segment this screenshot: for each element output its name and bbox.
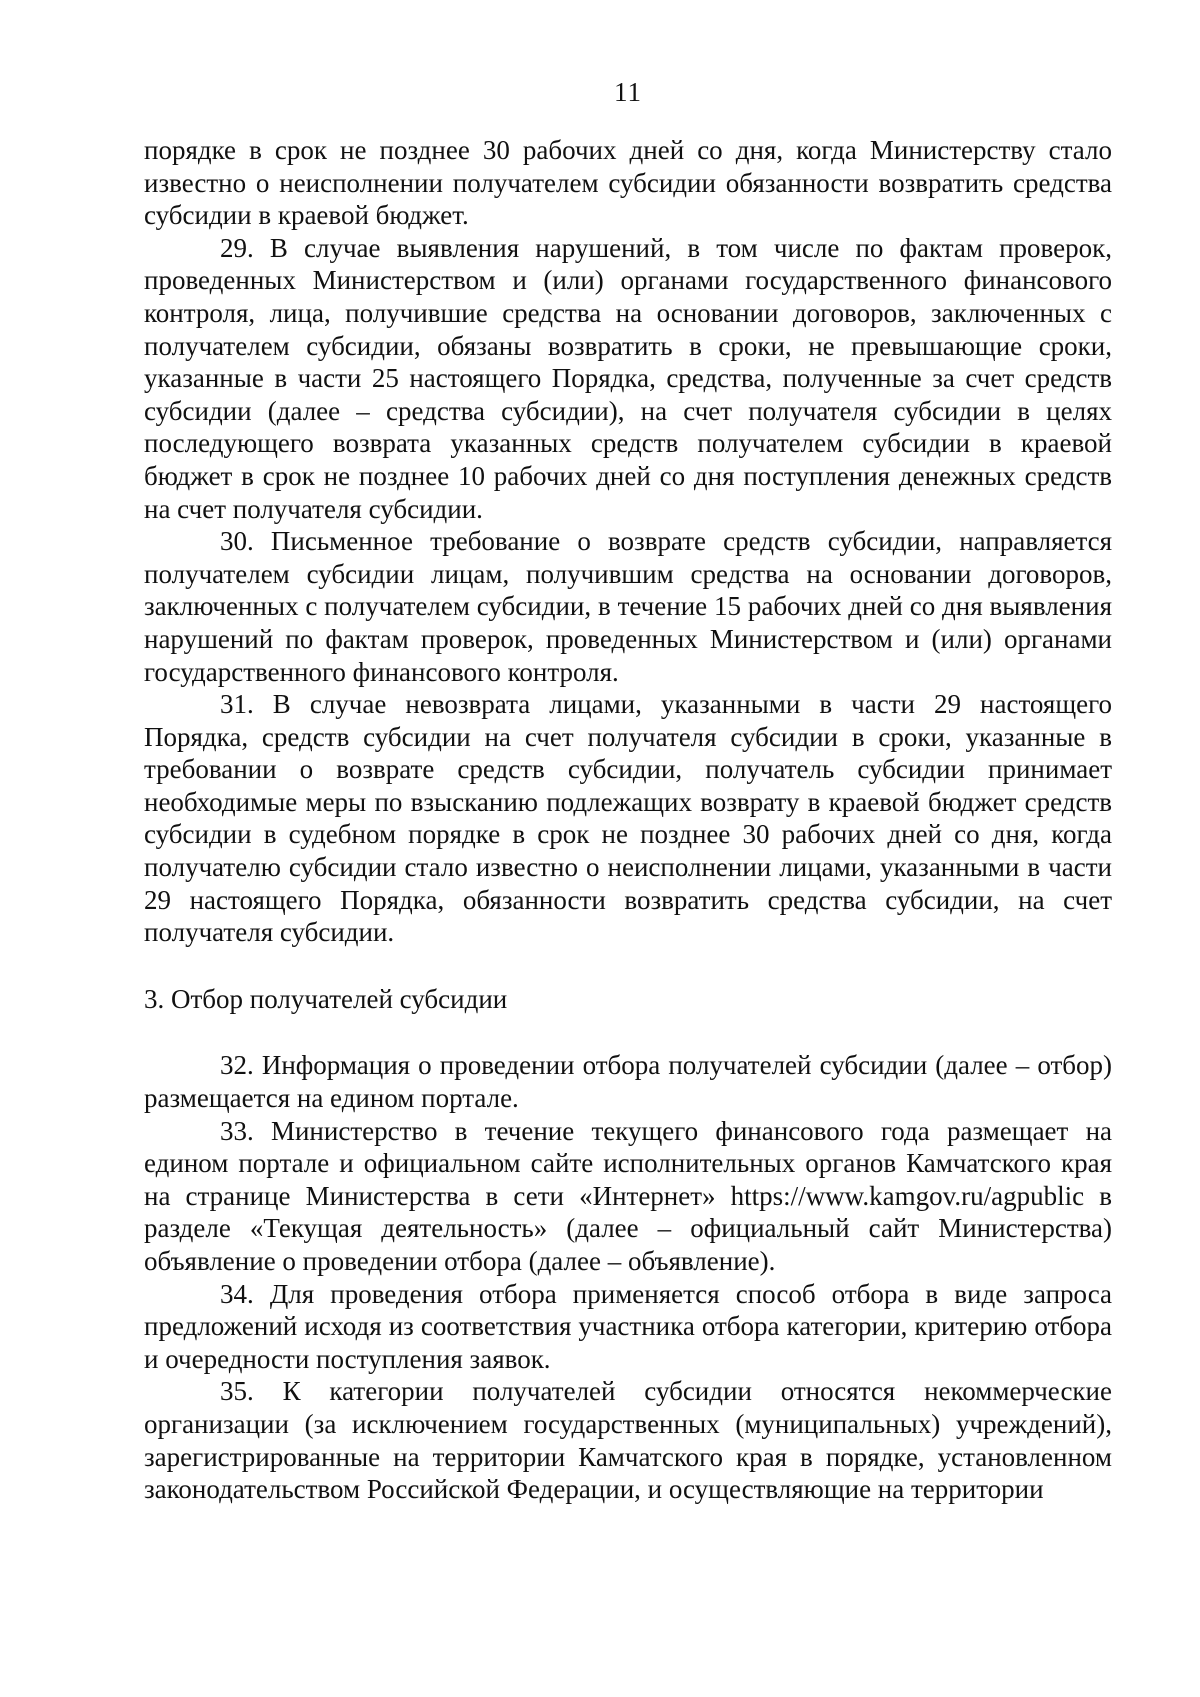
paragraph-31: 31. В случае невозврата лицами, указанными в части 29 настоящего Порядка, средств субсидии на счет получателя субсидии в сроки, указанные в требовании о возврате средств субсидии, получатель субсидии принимает необходимые меры по взысканию подлежащих возврату в краевой бюджет средств субсидии в судебном порядке в срок не позднее 30 рабочих дней со дня, когда получателю субсидии стало известно о неисполнении лицами, указанными в части 29 настоящего Порядка, обязанности возвратить средства субсидии, на счет получателя субсидии. bbox=[144, 689, 1112, 948]
page-number: 11 bbox=[614, 77, 642, 107]
section-heading: 3. Отбор получателей субсидии bbox=[144, 983, 508, 1014]
document-body bbox=[144, 134, 1112, 1506]
paragraph-32: 32. Информация о проведении отбора получателей субсидии (далее – отбор) размещается на едином портале. bbox=[144, 1050, 1112, 1114]
paragraph-34: 34. Для проведения отбора применяется способ отбора в виде запроса предложений исходя из соответствия участника отбора категории, критерию отбора и очередности поступления заявок. bbox=[144, 1278, 1112, 1374]
paragraph-30: 30. Письменное требование о возврате средств субсидии, направляется получателем субсидии лицам, получившим средства на основании договоров, заключенных с получателем субсидии, в течение 15 рабочих дней со дня выявления нарушений по фактам проверок, проведенных Министерством и (или) органами государственного финансового контроля. bbox=[144, 526, 1112, 687]
paragraph-28-continuation: порядке в срок не позднее 30 рабочих дней со дня, когда Министерству стало известно о неисполнении получателем субсидии обязанности возвратить средства субсидии в краевой бюджет. bbox=[144, 135, 1112, 231]
paragraph-29: 29. В случае выявления нарушений, в том числе по фактам проверок, проведенных Министерством и (или) органами государственного финансового контроля, лица, получившие средства на основании договоров, заключенных с получателем субсидии, обязаны возвратить в сроки, не превышающие сроки, указанные в части 25 настоящего Порядка, средства, полученные за счет средств субсидии (далее – средства субсидии), на счет получателя субсидии в целях последующего возврата указанных средств получателем субсидии в краевой бюджет в срок не позднее 10 рабочих дней со дня поступления денежных средств на счет получателя субсидии. bbox=[144, 232, 1112, 524]
paragraph-33: 33. Министерство в течение текущего финансового года размещает на едином портале и официальном сайте исполнительных органов Камчатского края на странице Министерства в сети «Интернет» https://www.kamgov.ru/agpublic в разделе «Текущая деятельность» (далее – официальный сайт Министерства) объявление о проведении отбора (далее – объявление). bbox=[144, 1115, 1112, 1276]
paragraph-35: 35. К категории получателей субсидии относятся некоммерческие организации (за исключением государственных (муниципальных) учреждений), зарегистрированные на территории Камчатского края в порядке, установленном законодательством Российской Федерации, и осуществляющие на территории bbox=[144, 1376, 1112, 1505]
